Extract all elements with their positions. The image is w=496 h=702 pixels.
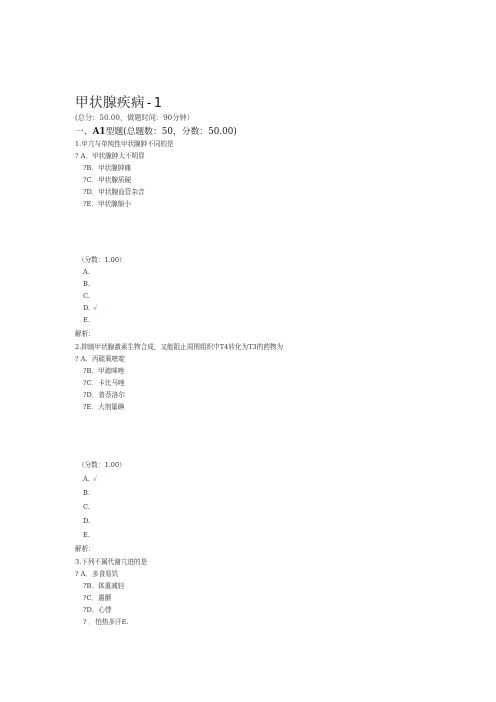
q2-option-e: ?E．大剂量碘 — [83, 403, 125, 411]
q1-option-a: ? A．甲状腺肿大不明显 — [75, 152, 145, 160]
q2-option-c: ?C．卡比马唑 — [83, 379, 125, 387]
q2-score: （分数：1.00） — [78, 461, 126, 469]
q3-option-d: ?D．心悸 — [83, 606, 112, 614]
document-title: 甲状腺疾病-1 — [75, 95, 163, 111]
q2-explanation: 解析： — [75, 545, 95, 553]
q1-stem: 1.甲亢与单纯性甲状腺肿不同的是 — [75, 140, 174, 148]
q1-option-e: ?E．甲状腺缩小 — [83, 200, 131, 208]
q1-score: （分数：1.00） — [78, 256, 126, 264]
section-prefix: 一、 — [75, 127, 93, 137]
q2-answer-e: E. — [83, 531, 90, 539]
q1-answer-b: B. — [83, 280, 90, 288]
q1-answer-d-letter: D. — [83, 304, 91, 312]
q3-option-a: ? A．多食易饥 — [75, 570, 119, 578]
q1-answer-a: A. — [83, 268, 90, 276]
q2-answer-a-letter: A. — [83, 475, 90, 483]
q1-option-c: ?C．甲状腺质硬 — [83, 176, 132, 184]
q2-stem: 2.抑制甲状腺激素生物合成，又能阻止周围组织中T4转化为T3的药物为 — [75, 343, 284, 351]
q1-option-d: ?D．甲状腺血管杂音 — [83, 188, 145, 196]
q3-option-e: ? ．怕热多汗E. — [83, 618, 129, 626]
q1-option-b: ?B．甲状腺肿痛 — [83, 164, 131, 172]
q1-correct-check-icon: √ — [93, 304, 98, 312]
exam-meta: (总分：50.00，做题时间：90分钟） — [75, 113, 194, 122]
q2-correct-check-icon: √ — [92, 475, 98, 483]
q2-option-d: ?D．普萘洛尔 — [83, 391, 125, 399]
q1-answer-d — [83, 304, 97, 312]
section-heading — [75, 124, 237, 137]
section-rest: 型题(总题数：50，分数：50.00) — [105, 127, 237, 137]
q2-answer-a — [83, 475, 97, 483]
q2-option-a: ? A．丙硫氧嘧啶 — [75, 355, 125, 363]
q2-answer-b: B. — [83, 489, 90, 497]
q2-answer-d: D. — [83, 517, 91, 525]
q1-answer-e: E. — [83, 316, 90, 324]
q3-stem: 3.下列不属代谢亢进的是 — [75, 558, 148, 566]
q1-explanation: 解析： — [75, 330, 95, 338]
q2-option-b: ?B．甲巯咪唑 — [83, 367, 125, 375]
q2-answer-c: C. — [83, 503, 90, 511]
q3-option-c: ?C．震颤 — [83, 594, 112, 602]
q3-option-b: ?B．体重减轻 — [83, 582, 125, 590]
section-type-bold: A1 — [92, 127, 106, 137]
q1-answer-c: C. — [83, 292, 90, 300]
